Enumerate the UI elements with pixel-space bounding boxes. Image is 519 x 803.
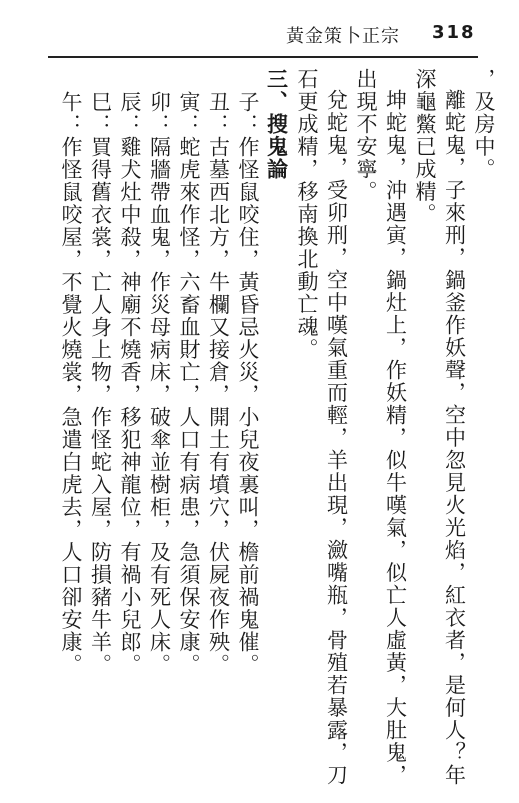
- text-line: 離蛇鬼，子來刑，鍋釜作妖聲，空中忽見火光焰，紅衣者，是何人？年: [442, 89, 467, 787]
- body-text: [28, 68, 498, 787]
- text-line: ，及房中。: [472, 68, 496, 181]
- branch-line: 午：作怪鼠咬屋，不覺火燒裳，急遣白虎去，人口卻安康。: [59, 91, 83, 676]
- branch-line: 子：作怪鼠咬住，黃昏忌火災，小兒夜裏叫，檐前禍鬼催。: [236, 91, 260, 676]
- section-title: 搜鬼論: [264, 113, 290, 181]
- text-line: 坤蛇鬼，沖遇寅，鍋灶上，作妖精，似牛嘆氣，似亡人虛黃，大肚鬼，: [383, 89, 408, 787]
- section-heading: [262, 68, 292, 780]
- branch-line: 巳：買得舊衣裳，亡人身上物，作怪蛇入屋，防損豬牛羊。: [88, 91, 113, 676]
- text-line: 石更成精，移南換北動亡魂。: [295, 68, 319, 361]
- page-number: 318: [432, 22, 476, 43]
- section-number: 三、: [264, 68, 290, 113]
- running-title: 黃金策卜正宗: [286, 26, 400, 47]
- text-line: 深龜鱉已成精。: [413, 68, 437, 226]
- text-line: 兌蛇鬼，受卯刑，空中嘆氣重而輕，羊出現，瀲嘴瓶，骨殖若暴露，刀: [324, 89, 349, 787]
- branch-line: 寅：蛇虎來作怪，六畜血財亡，人口有病患，急須保安康。: [177, 91, 201, 676]
- header-rule: [48, 56, 478, 58]
- branch-line: 辰：雞犬灶中殺，神廟不燒香，移犯神龍位，有禍小兒郎。: [118, 91, 142, 676]
- page-header: [0, 22, 519, 56]
- branch-line: 卯：隔牆帶血鬼，作災母病床，破傘並樹柜，及有死人床。: [147, 91, 172, 676]
- text-line: 出現不安寧。: [354, 68, 378, 203]
- branch-line: 丑：古墓西北方，牛欄又接倉，開土有墳穴，伏屍夜作殃。: [206, 91, 231, 676]
